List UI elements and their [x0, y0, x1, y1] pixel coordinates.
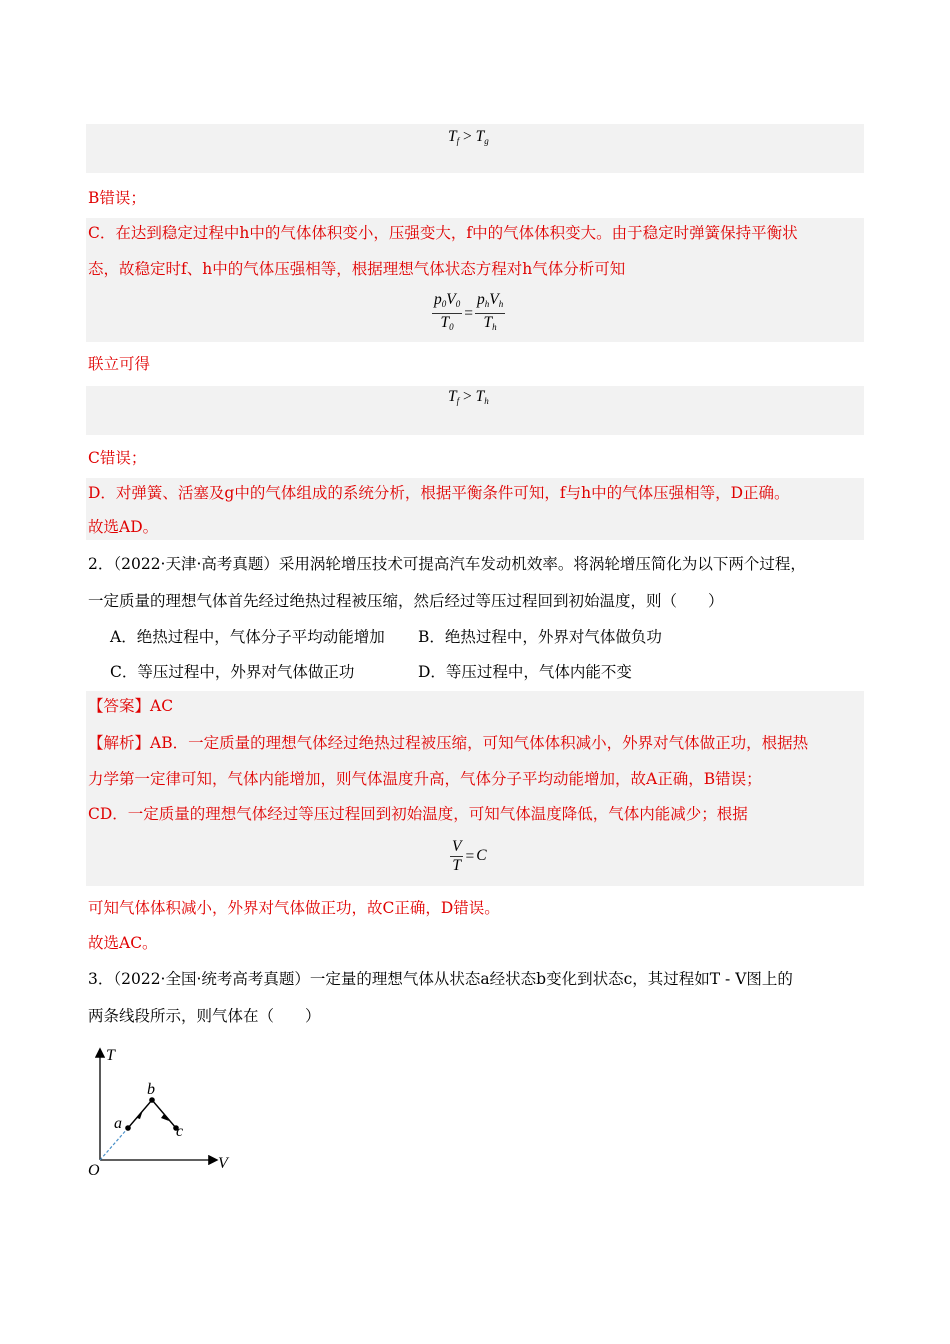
origin-label: O	[88, 1162, 100, 1179]
c-paragraph-line2: 态，故稳定时f、h中的气体压强相等，根据理想气体状态方程对h气体分析可知	[88, 260, 626, 278]
tv-graph	[84, 1040, 244, 1180]
y-axis-label: T	[106, 1047, 115, 1064]
arrow-a-b	[137, 1110, 143, 1119]
formula-tf-gt-tg: $T_f > T_g$	[448, 128, 489, 146]
q3-stem-line1: 3．（2022·全国·统考高考真题）一定量的理想气体从状态a经状态b变化到状态c，其过程如T - V图上的	[88, 970, 793, 988]
q2-analysis-line3: CD．一定质量的理想气体经过等压过程回到初始温度，可知气体温度降低，气体内能减少；根据	[88, 805, 748, 823]
q2-option-a[interactable]: A．绝热过程中，气体分子平均动能增加	[110, 628, 385, 646]
point-a-label: a	[114, 1115, 122, 1132]
d-paragraph: D．对弹簧、活塞及g中的气体组成的系统分析，根据平衡条件可知，f与h中的气体压强相等，D正确。	[88, 484, 790, 502]
formula-v-over-t: $\frac{V}{T}$ = C	[452, 838, 487, 874]
c-paragraph-line1: C．在达到稳定过程中h中的气体体积变小，压强变大，f中的气体体积变大。由于稳定时弹簧保持平衡状	[88, 224, 798, 242]
q3-stem-line2: 两条线段所示，则气体在（ ）	[88, 1007, 321, 1025]
q2-choose: 故选AC。	[88, 934, 158, 952]
q2-option-c[interactable]: C．等压过程中，外界对气体做正功	[110, 663, 355, 681]
c-wrong-text: C错误；	[88, 449, 147, 467]
point-b	[149, 1097, 155, 1103]
x-axis-label: V	[218, 1155, 228, 1172]
q2-stem-line2: 一定质量的理想气体首先经过绝热过程被压缩，然后经过等压过程回到初始温度，则（ ）	[88, 592, 724, 610]
q2-analysis-line1: 【解析】AB．一定质量的理想气体经过绝热过程被压缩，可知气体体积减小，外界对气体做正功，根据热	[88, 734, 809, 752]
q2-analysis-line2: 力学第一定律可知，气体内能增加，则气体温度升高，气体分子平均动能增加，故A正确，B错误；	[88, 770, 762, 788]
point-a	[125, 1125, 131, 1131]
q2-option-b[interactable]: B．绝热过程中，外界对气体做负功	[418, 628, 662, 646]
q2-answer: 【答案】AC	[88, 697, 174, 715]
q2-option-d[interactable]: D．等压过程中，气体内能不变	[418, 663, 632, 681]
b-wrong-text: B错误；	[88, 189, 146, 207]
point-b-label: b	[147, 1081, 155, 1098]
point-c-label: c	[176, 1123, 184, 1140]
dashed-line-origin-to-a	[100, 1128, 128, 1160]
q2-stem-line1: 2．（2022·天津·高考真题）采用涡轮增压技术可提高汽车发动机效率。将涡轮增压简化为以下两个过程，	[88, 555, 806, 573]
formula-ideal-gas: $\frac{p_0V_0}{T_0}$ = $\frac{p_hV_h}{T_h}$	[434, 291, 504, 332]
formula-tf-gt-th: $T_f > T_h$	[448, 388, 489, 406]
lianli-text: 联立可得	[88, 355, 151, 373]
choose-ad: 故选AD。	[88, 518, 159, 536]
q2-analysis-line4: 可知气体体积减小，外界对气体做正功，故C正确，D错误。	[88, 899, 500, 917]
